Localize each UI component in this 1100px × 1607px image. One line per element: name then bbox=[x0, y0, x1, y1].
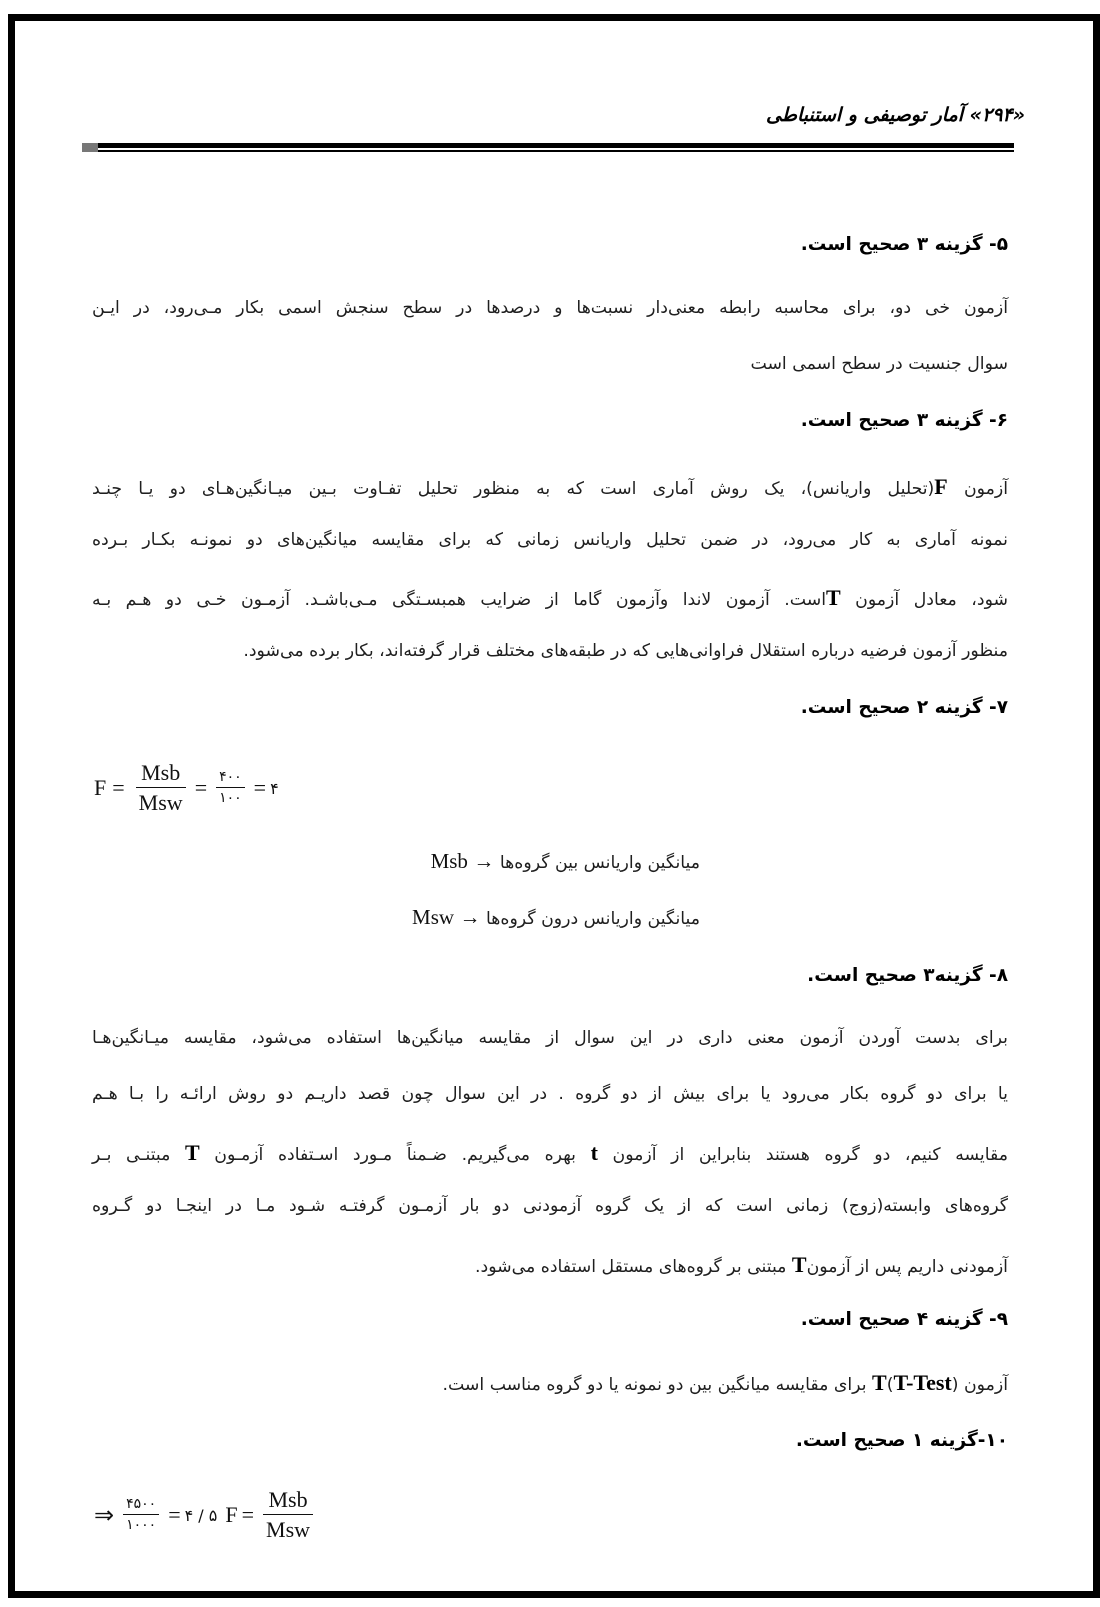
text-run: است. آزمون لاندا وآزمون گاما از ضرایب همبسـتگی مـی‌باشـد. آزمـون خـی دو هـم بـه bbox=[92, 590, 826, 610]
fraction-values bbox=[216, 770, 245, 807]
section-heading-6: ۶- گزینه ۳ صحیح است. bbox=[800, 410, 1008, 431]
fraction-values bbox=[123, 1497, 159, 1534]
symbol-F: F bbox=[934, 474, 948, 499]
formula-equals: = bbox=[194, 775, 208, 801]
paragraph-line bbox=[442, 1370, 1008, 1396]
section-heading-7: ۷- گزینه ۲ صحیح است. bbox=[800, 697, 1008, 718]
header-rule-accent bbox=[82, 143, 98, 152]
text-run: مبتنی بر گروه‌های مستقل استفاده می‌شود. bbox=[475, 1257, 792, 1277]
symbol-t-test: T-Test bbox=[893, 1370, 952, 1395]
section-heading-5: ۵- گزینه ۳ صحیح است. bbox=[800, 234, 1008, 255]
paragraph-line: برای بدست آوردن آزمون معنی داری در این سوال از مقایسه میانگین‌ها استفاده می‌شود، مقایسه میـانگین‌هـا bbox=[92, 1028, 1008, 1048]
section-heading-9: ۹- گزینه ۴ صحیح است. bbox=[800, 1309, 1008, 1330]
arrow-icon: → bbox=[459, 905, 481, 929]
numerator: Msb bbox=[268, 1487, 308, 1512]
formula-f-ratio bbox=[94, 761, 279, 815]
symbol-T: T bbox=[826, 585, 841, 610]
formula-lhs: F bbox=[225, 1502, 238, 1528]
symbol-T: T bbox=[872, 1370, 887, 1395]
paragraph-line: نمونه آماری به کار می‌رود، در ضمن تحلیل واریانس زمانی که برای مقایسه میانگین‌های دو نمونـه بکـار بـرده bbox=[92, 530, 1008, 550]
formula-f-result bbox=[94, 1488, 318, 1542]
numerator: Msb bbox=[141, 760, 181, 785]
paragraph-line: سوال جنسیت در سطح اسمی است bbox=[750, 354, 1008, 374]
fraction-msb-msw bbox=[263, 1488, 313, 1542]
header-rule-thick bbox=[82, 143, 1014, 148]
implies-arrow-icon: ⇒ bbox=[94, 1502, 115, 1529]
denominator: ۱۰۰ bbox=[216, 787, 245, 806]
denominator: Msw bbox=[136, 787, 186, 815]
paragraph-line: منظور آزمون فرضیه درباره استقلال فراوانی‌هایی که در طبقه‌های مختلف قرار گرفته‌اند، بکار برده می‌شود. bbox=[243, 641, 1008, 661]
paragraph-line bbox=[475, 1252, 1008, 1278]
formula-lhs: F bbox=[94, 775, 107, 801]
definition-text: میانگین واریانس بین گروه‌ها bbox=[499, 853, 700, 873]
text-run: برای مقایسه میانگین بین دو نمونه یا دو گروه مناسب است. bbox=[442, 1375, 872, 1395]
formula-result: ۴ bbox=[270, 778, 279, 798]
paragraph-line bbox=[92, 1140, 1008, 1166]
section-heading-10: ۱۰-گزینه ۱ صحیح است. bbox=[795, 1430, 1008, 1451]
paragraph-line bbox=[92, 585, 1008, 611]
formula-equals: = bbox=[168, 1502, 181, 1528]
paragraph-line bbox=[92, 474, 1008, 500]
denominator: Msw bbox=[263, 1514, 313, 1542]
text-run: مقایسه کنیم، دو گروه هستند بنابراین از آزمون bbox=[597, 1145, 1008, 1165]
formula-result: ۴ / ۵ bbox=[184, 1505, 218, 1525]
text-run: آزمون bbox=[958, 1375, 1008, 1395]
numerator: ۴۰۰ bbox=[219, 768, 242, 785]
definition-text: میانگین واریانس درون گروه‌ها bbox=[486, 909, 700, 929]
paragraph-line: آزمون خی دو، برای محاسبه رابطه معنی‌دار نسبت‌ها و درصدها در سطح سنجش اسمی بکار مـی‌رود، در ایـن bbox=[92, 298, 1008, 318]
arrow-icon: → bbox=[473, 849, 495, 873]
formula-equals: = bbox=[241, 1502, 255, 1528]
symbol-t: t bbox=[590, 1140, 598, 1165]
text-run: بهره می‌گیریم. ضـمناً مـورد اسـتفاده آزمـون bbox=[199, 1145, 591, 1165]
text-run: مبتنـی بـر bbox=[92, 1145, 185, 1165]
paragraph-line: گروه‌های وابسته(زوج) زمانی است که از یک گروه آزمودنی دو بار آزمـون گرفتـه شـود مـا در اینجـا دو گـروه bbox=[92, 1196, 1008, 1216]
definition-symbol: Msw bbox=[412, 905, 455, 929]
definition-symbol: Msb bbox=[430, 849, 468, 873]
formula-equals: = bbox=[112, 775, 125, 801]
fraction-msb-msw bbox=[136, 761, 186, 815]
definition-msb bbox=[431, 849, 700, 874]
header-rule-thin bbox=[82, 150, 1014, 152]
running-header: «۲۹۴» آمار توصیفی و استنباطی bbox=[766, 104, 1025, 126]
denominator: ۱۰۰۰ bbox=[123, 1514, 159, 1533]
section-heading-8: ۸- گزینه۳ صحیح است. bbox=[807, 965, 1008, 986]
text-run: آزمودنی داریم پس از آزمون bbox=[806, 1257, 1008, 1277]
text-run: ( bbox=[886, 1375, 894, 1395]
text-run: شود، معادل آزمون bbox=[840, 590, 1008, 610]
text-run: آزمون bbox=[947, 479, 1008, 499]
text-run: ) bbox=[951, 1375, 959, 1395]
formula-equals: = bbox=[253, 775, 267, 801]
text-run: (تحلیل واریانس)، یک روش آماری است که به منظور تحلیل تفـاوت بـین میـانگین‌هـای دو یـا چنـد bbox=[92, 479, 935, 499]
symbol-T: T bbox=[184, 1140, 200, 1165]
definition-msw bbox=[412, 905, 700, 930]
numerator: ۴۵۰۰ bbox=[126, 1495, 157, 1512]
paragraph-line: یا برای دو گروه بکار می‌رود یا برای بیش از دو گروه . در این سوال چون قصد داریـم دو روش ارائـه را بـا هـم bbox=[92, 1084, 1008, 1104]
symbol-T: T bbox=[791, 1252, 807, 1277]
